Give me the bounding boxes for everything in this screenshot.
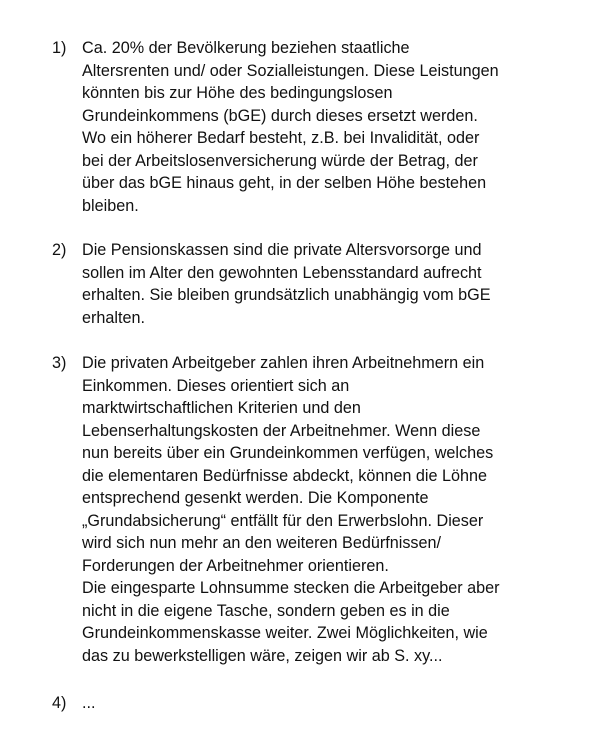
text-line: nun bereits über ein Grundeinkommen verfügen, welches — [82, 444, 494, 462]
text-line: Grundeinkommenskasse weiter. Zwei Möglichkeiten, wie — [82, 624, 488, 642]
text-line: nicht in die eigene Tasche, sondern geben es in die — [82, 601, 450, 620]
text-line: entsprechend gesenkt werden. Die Komponente — [82, 489, 429, 507]
text-line: bei der Arbeitslosenversicherung würde der Betrag, der — [82, 151, 478, 170]
text-line: Forderungen der Arbeitnehmer orientieren. — [82, 556, 389, 575]
text-line: marktwirtschaftlichen Kriterien und den — [82, 399, 361, 417]
text-line: Die privaten Arbeitgeber zahlen ihren Arbeitnehmern ein — [82, 354, 485, 372]
text-line: Einkommen. Dieses orientiert sich an — [82, 376, 350, 395]
list-item-number: 4) — [52, 694, 67, 712]
text-line: Altersrenten und/ oder Sozialleistungen. Diese Leistungen — [82, 61, 499, 80]
text-line: Grundeinkommens (bGE) durch dieses ersetzt werden. — [82, 106, 478, 125]
text-line: wird sich nun mehr an den weiteren Bedürfnissen/ — [82, 534, 442, 552]
list-item-text — [82, 352, 572, 667]
list-item-number: 3) — [52, 354, 67, 372]
text-line: Lebenserhaltungskosten der Arbeitnehmer. Wenn diese — [82, 421, 481, 440]
text-line: über das bGE hinaus geht, in der selben Höhe bestehen — [82, 174, 487, 192]
text-line: „Grundabsicherung“ entfällt für den Erwerbslohn. Dieser — [82, 511, 484, 530]
text-line: Ca. 20% der Bevölkerung beziehen staatliche — [82, 39, 410, 57]
text-line: erhalten. — [82, 308, 145, 327]
text-line: Die eingesparte Lohnsumme stecken die Arbeitgeber aber — [82, 579, 500, 597]
list-item-number: 2) — [52, 241, 67, 259]
text-line: die elementaren Bedürfnisse abdeckt, können die Löhne — [82, 466, 487, 485]
text-line: Die Pensionskassen sind die private Altersvorsorge und — [82, 241, 482, 259]
list-item-text — [82, 37, 572, 217]
text-line: das zu bewerkstelligen wäre, zeigen wir ab S. xy... — [82, 646, 443, 665]
list-item-number: 1) — [52, 39, 67, 57]
text-line: könnten bis zur Höhe des bedingungslosen — [82, 84, 393, 102]
list-item-text — [82, 239, 572, 329]
text-line: sollen im Alter den gewohnten Lebensstandard aufrecht — [82, 263, 482, 282]
text-line: ... — [82, 694, 96, 712]
text-line: bleiben. — [82, 196, 139, 215]
list-item-text — [82, 692, 572, 715]
text-line: erhalten. Sie bleiben grundsätzlich unabhängig vom bGE — [82, 286, 491, 304]
text-line: Wo ein höherer Bedarf besteht, z.B. bei Invalidität, oder — [82, 129, 480, 147]
